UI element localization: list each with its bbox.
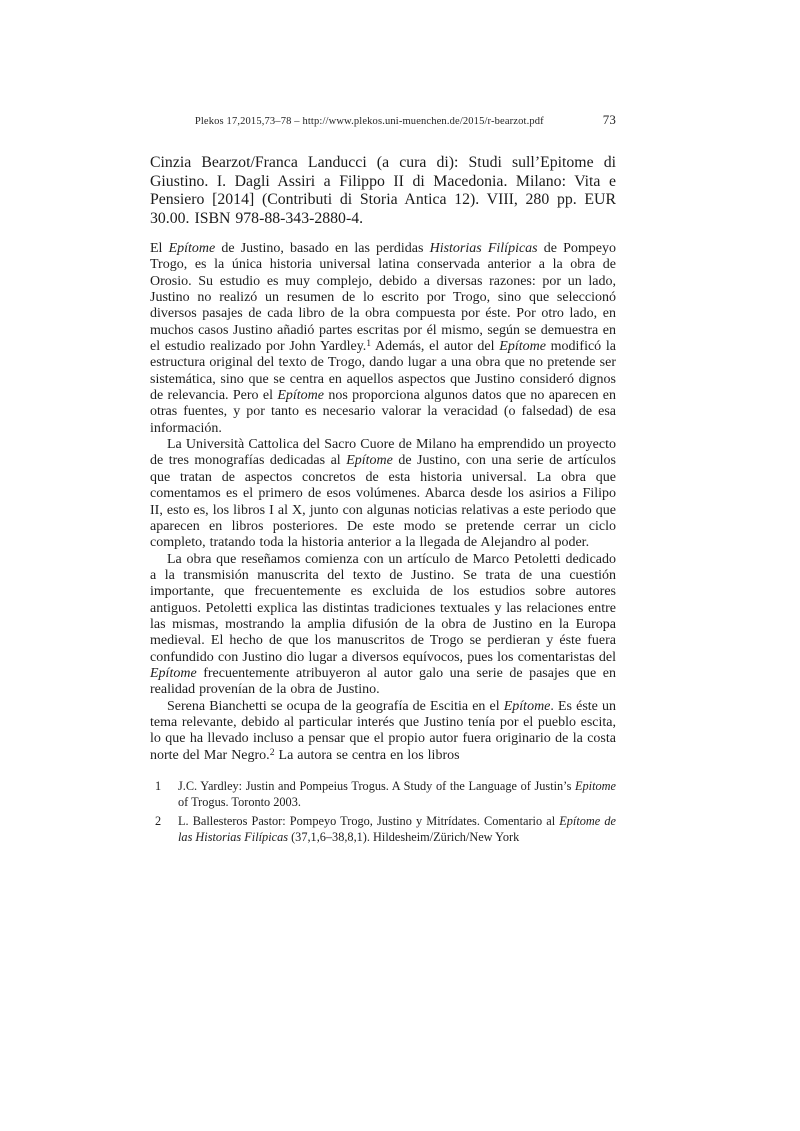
body-paragraph: Serena Bianchetti se ocupa de la geografía de Escitia en el Epítome. Es éste un tema relevante, debido al particular interés que Justino tenía por el pueblo escita, lo que ha llevado incluso a pensar que el propio autor fuera originario de la costa norte del Mar Negro.$^2$ La autora se centra en los libros xyxy=(150,698,616,763)
page-number: 73 xyxy=(602,112,616,127)
body-paragraph: La Università Cattolica del Sacro Cuore de Milano ha emprendido un proyecto de tres monografías dedicadas al Epítome de Justino, con una serie de artículos que tratan de aspectos concretos de esta historia universal. La obra que comentamos es el primero de esos volúmenes. Abarca desde los asirios a Filipo II, esto es, los libros I al X, junto con algunas noticias relativas a este periodo que aparecen en libros posteriores. De este modo se pretende cerrar un ciclo completo, tratando toda la historia anterior a la llegada de Alejandro al poder. xyxy=(150,437,616,551)
running-header xyxy=(150,113,616,128)
footnote-number: 2 xyxy=(155,813,162,828)
footnote-number: 1 xyxy=(155,779,162,793)
footnotes xyxy=(150,779,616,846)
review-title: Cinzia Bearzot/Franca Landucci (a cura di): Studi sull’Epitome di Giustino. I. Dagli Assiri a Filippo II di Macedonia. Milano: Vita e Pensiero [2014] (Contributi di Storia Antica 12). VIII, 280 pp. EUR 30.00. ISBN 978-88-343-2880-4. xyxy=(150,154,616,227)
running-title: Plekos 17,2015,73–78 – http://www.plekos.uni-muenchen.de/2015/r-bearzot.pdf xyxy=(194,116,544,127)
footnote xyxy=(150,779,616,811)
body-paragraph: El Epítome de Justino, basado en las perdidas Historias Filípicas de Pompeyo Trogo, es la única historia universal latina conservada anterior a la obra de Orosio. Su estudio es muy complejo, debido a diversas razones: por un lado, Justino no realizó un resumen de lo escrito por Trogo, sino que seleccionó diversos pasajes de cada libro de la obra compuesta por éste. Por otro lado, en muchos casos Justino añadió partes escritas por él mismo, según se demuestra en el estudio realizado por John Yardley.$^1$ Además, el autor del Epítome modificó la estructura original del texto de Trogo, dando lugar a una obra que no pretende ser sistemática, sino que se centra en aquellos aspectos que Justino consideró dignos de relevancia. Pero el Epítome nos proporciona algunos datos que no aparecen en otras fuentes, y por tanto es necesario valorar la veracidad (o falsedad) de esa información. xyxy=(150,241,616,436)
footnote-text: J.C. Yardley: Justin and Pompeius Trogus. A Study of the Language of Justin’s Epitome of Trogus. Toronto 2003. xyxy=(178,779,616,809)
review-body xyxy=(150,241,616,764)
body-paragraph: La obra que reseñamos comienza con un artículo de Marco Petoletti dedicado a la transmisión manuscrita del texto de Justino. Se trata de una cuestión importante, que frecuentemente es excluida de los estudios sobre autores antiguos. Petoletti explica las distintas tradiciones textuales y las relaciones entre las mismas, mostrando la amplia difusión de la obra de Justino en la Europa medieval. El hecho de que los manuscritos de Trogo se perdieran y éste fuera confundido con Justino dio lugar a diversos equívocos, pues los comentaristas del Epítome frecuentemente atribuyeron al autor galo una serie de pasajes que en realidad provenían de la obra de Justino. xyxy=(150,551,616,698)
footnote-text: L. Ballesteros Pastor: Pompeyo Trogo, Justino y Mitrídates. Comentario al Epítome de las Historias Filípicas (37,1,6–38,8,1). Hildesheim/Zürich/New York xyxy=(178,813,616,844)
footnote xyxy=(150,814,616,846)
